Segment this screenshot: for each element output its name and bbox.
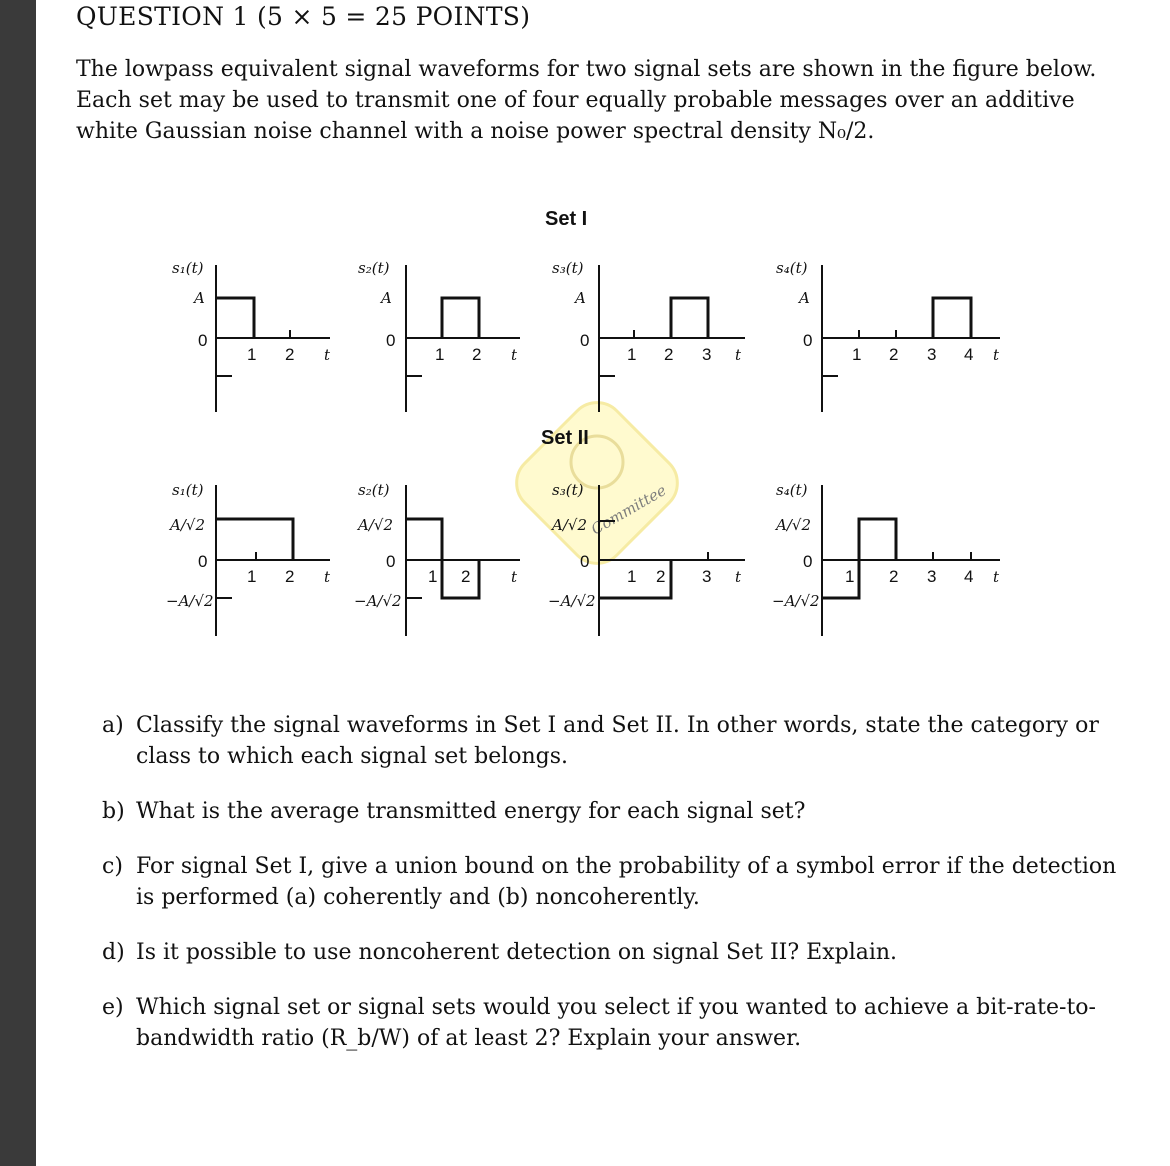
svg-text:t: t	[324, 568, 331, 586]
svg-text:0: 0	[386, 331, 396, 350]
svg-text:A/√2: A/√2	[170, 516, 205, 534]
question-b	[102, 796, 1132, 827]
svg-text:2: 2	[285, 567, 295, 586]
question-e	[102, 992, 1132, 1054]
watermark-logo	[505, 391, 689, 575]
svg-text:t: t	[993, 346, 1000, 364]
svg-text:0: 0	[803, 552, 813, 571]
question-b-label: b)	[102, 799, 125, 824]
svg-text:0: 0	[580, 331, 590, 350]
question-d-label: d)	[102, 940, 125, 965]
svg-text:0: 0	[386, 552, 396, 571]
question-list	[102, 710, 1132, 1078]
svg-text:t: t	[324, 346, 331, 364]
s1-label-2: s₁(t)	[172, 481, 204, 499]
svg-text:t: t	[511, 346, 518, 364]
svg-text:2: 2	[664, 345, 674, 364]
svg-text:A/√2: A/√2	[552, 516, 587, 534]
svg-text:4: 4	[964, 345, 974, 364]
s3-label: s₃(t)	[552, 259, 584, 277]
set1-label: Set I	[545, 208, 588, 230]
svg-text:2: 2	[656, 567, 666, 586]
question-d	[102, 937, 1132, 968]
svg-text:−A/√2: −A/√2	[354, 592, 402, 610]
svg-text:1: 1	[627, 345, 637, 364]
question-c-label: c)	[102, 854, 123, 879]
svg-text:−A/√2: −A/√2	[772, 592, 820, 610]
set1-s4-plot	[776, 259, 1000, 412]
svg-text:1: 1	[627, 567, 637, 586]
svg-text:t: t	[735, 568, 742, 586]
svg-text:1: 1	[428, 567, 438, 586]
svg-text:−A/√2: −A/√2	[166, 592, 214, 610]
svg-text:1: 1	[852, 345, 862, 364]
question-intro: The lowpass equivalent signal waveforms for two signal sets are shown in the figure below. Each set may be used to transmit one of four equally probable messages over an additive white Gaussian noise channel with a noise power spectral density N₀/2.	[76, 57, 1097, 144]
s2-label: s₂(t)	[358, 259, 390, 277]
svg-text:1: 1	[845, 567, 855, 586]
svg-text:0: 0	[803, 331, 813, 350]
svg-text:A: A	[381, 289, 392, 307]
svg-text:2: 2	[889, 345, 899, 364]
set2-s2-plot	[354, 481, 520, 636]
question-d-text: Is it possible to use noncoherent detection on signal Set II? Explain.	[136, 940, 898, 965]
set2-s4-plot	[772, 481, 1000, 636]
svg-text:t: t	[993, 568, 1000, 586]
svg-text:4: 4	[964, 567, 974, 586]
s2-label-2: s₂(t)	[358, 481, 390, 499]
svg-text:2: 2	[472, 345, 482, 364]
svg-text:2: 2	[889, 567, 899, 586]
svg-text:t: t	[511, 568, 518, 586]
set2-s1-plot	[166, 481, 331, 636]
svg-text:2: 2	[461, 567, 471, 586]
svg-text:t: t	[735, 346, 742, 364]
svg-text:A: A	[799, 289, 810, 307]
question-title: QUESTION 1 (5 × 5 = 25 POINTS)	[76, 2, 531, 31]
s3-label-2: s₃(t)	[552, 481, 584, 499]
s4-label: s₄(t)	[776, 259, 808, 277]
question-c	[102, 851, 1132, 913]
svg-text:−A/√2: −A/√2	[548, 592, 596, 610]
svg-text:1: 1	[247, 567, 257, 586]
svg-text:A/√2: A/√2	[358, 516, 393, 534]
svg-text:1: 1	[435, 345, 445, 364]
question-a-label: a)	[102, 713, 124, 738]
svg-text:A: A	[575, 289, 586, 307]
watermark-text: Committee	[588, 481, 670, 539]
set1-s1-plot	[172, 259, 331, 412]
svg-text:2: 2	[285, 345, 295, 364]
question-e-label: e)	[102, 995, 124, 1020]
svg-text:A: A	[194, 289, 205, 307]
s1-label: s₁(t)	[172, 259, 204, 277]
svg-text:3: 3	[702, 567, 712, 586]
question-c-text: For signal Set I, give a union bound on the probability of a symbol error if the detection is performed (a) coherently and (b) noncoherently.	[136, 854, 1117, 910]
svg-text:1: 1	[247, 345, 257, 364]
question-a-text: Classify the signal waveforms in Set I and Set II. In other words, state the category or class to which each signal set belongs.	[136, 713, 1099, 769]
question-a	[102, 710, 1132, 772]
s4-label-2: s₄(t)	[776, 481, 808, 499]
svg-text:3: 3	[702, 345, 712, 364]
question-b-text: What is the average transmitted energy for each signal set?	[136, 799, 806, 824]
svg-text:3: 3	[927, 345, 937, 364]
set2-label: Set II	[541, 427, 589, 449]
svg-text:0: 0	[198, 552, 208, 571]
svg-text:3: 3	[927, 567, 937, 586]
set1-s2-plot	[358, 259, 520, 412]
question-e-text: Which signal set or signal sets would you select if you wanted to achieve a bit-rate-to-bandwidth ratio (R_b/W) of at least 2? Explain your answer.	[136, 995, 1096, 1051]
svg-text:0: 0	[198, 331, 208, 350]
set1-s3-plot	[552, 259, 745, 412]
svg-text:0: 0	[580, 552, 590, 571]
svg-text:A/√2: A/√2	[776, 516, 811, 534]
